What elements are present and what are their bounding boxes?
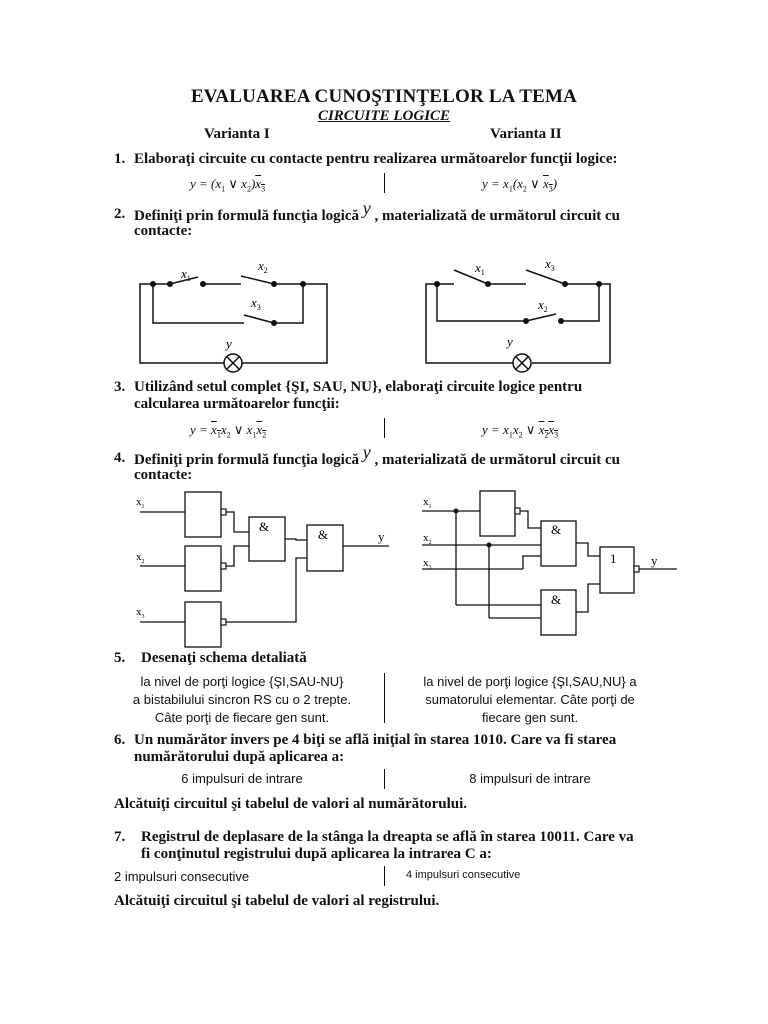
question-5-text: Desenaţi schema detaliată	[141, 650, 307, 666]
q6-divider	[384, 769, 385, 789]
question-3-text-cont: calcularea următoarelor funcţii:	[134, 396, 340, 412]
q5-left-line-1: la nivel de porţi logice {ŞI,SAU-NU}	[140, 674, 344, 689]
question-5-number: 5.	[114, 650, 126, 666]
q6-variant-2: 8 impulsuri de intrare	[469, 771, 591, 786]
question-4-number: 4.	[114, 450, 126, 466]
question-6-text: Un numărător invers pe 4 biţi se află iniţial în starea 1010. Care va fi starea	[134, 732, 617, 748]
c2-label-b: $x_3$	[545, 256, 555, 273]
variant-2-heading: Varianta II	[490, 126, 562, 142]
question-6-number: 6.	[114, 732, 126, 748]
question-7-text-cont: fi conţinutul registrului după aplicarea la intrarea C a:	[141, 846, 492, 862]
q5-left-line-2: a bistabilului sincron RS cu o 2 trepte.	[132, 692, 352, 707]
question-4-text: Definiţi prin formulă funcţia logică y , materializată de următorul circuit cu	[134, 442, 620, 468]
page-title: EVALUAREA CUNOŞTINŢELOR LA TEMA	[190, 86, 578, 107]
q7-variant-2: 4 impulsuri consecutive	[406, 869, 521, 881]
d1-input-2: $x_2$	[136, 551, 145, 565]
question-1-text: Elaboraţi circuite cu contacte pentru realizarea următoarelor funcţii logice:	[134, 151, 618, 167]
page-subtitle: CIRCUITE LOGICE	[317, 108, 451, 124]
q5-variant-1-text	[108, 673, 376, 727]
question-1-number: 1.	[114, 151, 126, 167]
question-3-text: Utilizând setul complet {ŞI, SAU, NU}, elaboraţi circuite logice pentru	[134, 379, 583, 395]
d2-input-2: $x_2$	[423, 532, 432, 546]
q1-formula-variant-2: $y = x_1(x_2$ ∨ $\overline{x}_3$)	[482, 176, 558, 194]
or-label: 1	[610, 551, 617, 566]
c1-label-c: $x_3$	[251, 295, 261, 312]
q7-divider	[384, 866, 385, 886]
and-2-label: &	[551, 592, 562, 607]
d2-output: y	[651, 553, 658, 568]
q3-formula-variant-1: $y = \overline{x}_1x_2$ ∨ $x_1\overline{x}_2$	[190, 422, 267, 440]
d1-input-1: $x_1$	[136, 496, 145, 510]
q1-formula-variant-1: $y = (x_1$ ∨ $x_2)\overline{x}_3$	[190, 176, 266, 194]
q5-right-line-1: la nivel de porţi logice {ŞI,SAU,NU} a	[423, 674, 637, 689]
q7-variant-1: 2 impulsuri consecutive	[114, 869, 250, 884]
d1-output: y	[378, 529, 385, 544]
c1-label-a: $x_1$	[181, 266, 191, 283]
q5-right-line-2: sumatorului elementar. Câte porţi de	[425, 692, 635, 707]
q5-variant-2-text	[396, 673, 664, 727]
q5-left-line-3: Câte porţi de fiecare gen sunt.	[154, 710, 330, 725]
question-2-text-cont: contacte:	[134, 223, 193, 239]
question-6-text-cont: numărătorului după aplicarea a:	[134, 749, 345, 765]
question-7-number: 7.	[114, 829, 126, 845]
question-2-text: Definiţi prin formulă funcţia logică y , materializată de următorul circuit cu	[134, 198, 620, 224]
q5-right-line-3: fiecare gen sunt.	[481, 710, 579, 725]
and-1-label: &	[551, 522, 562, 537]
d2-input-1: $x_1$	[423, 496, 432, 510]
or-gate	[600, 547, 634, 593]
question-2-number: 2.	[114, 206, 126, 222]
c2-label-a: $x_1$	[475, 260, 485, 277]
question-7-text: Registrul de deplasare de la stânga la dreapta se află în starea 10011. Care va	[141, 829, 634, 845]
q7-footer: Alcătuiţi circuitul şi tabelul de valori al registrului.	[114, 893, 440, 909]
q3-formula-variant-2: $y = x_1x_2$ ∨ $x_2x_3$	[482, 422, 559, 440]
and-1-label: &	[259, 519, 270, 534]
d2-input-3: $x_3$	[423, 557, 432, 571]
q6-footer: Alcătuiţi circuitul şi tabelul de valori al numărătorului.	[114, 796, 468, 812]
c1-label-b: $x_2$	[258, 258, 268, 275]
c2-label-out: y	[507, 334, 513, 349]
variant-1-heading: Varianta I	[204, 126, 270, 142]
c1-label-out: y	[226, 336, 232, 351]
d1-input-3: $x_3$	[136, 606, 145, 620]
q5-divider	[384, 673, 385, 723]
question-4-text-cont: contacte:	[134, 467, 193, 483]
c2-label-c: $x_2$	[538, 297, 548, 314]
and-2-label: &	[318, 527, 329, 542]
q6-variant-1: 6 impulsuri de intrare	[181, 771, 303, 786]
not-gate-1	[480, 491, 515, 536]
question-3-number: 3.	[114, 379, 126, 395]
